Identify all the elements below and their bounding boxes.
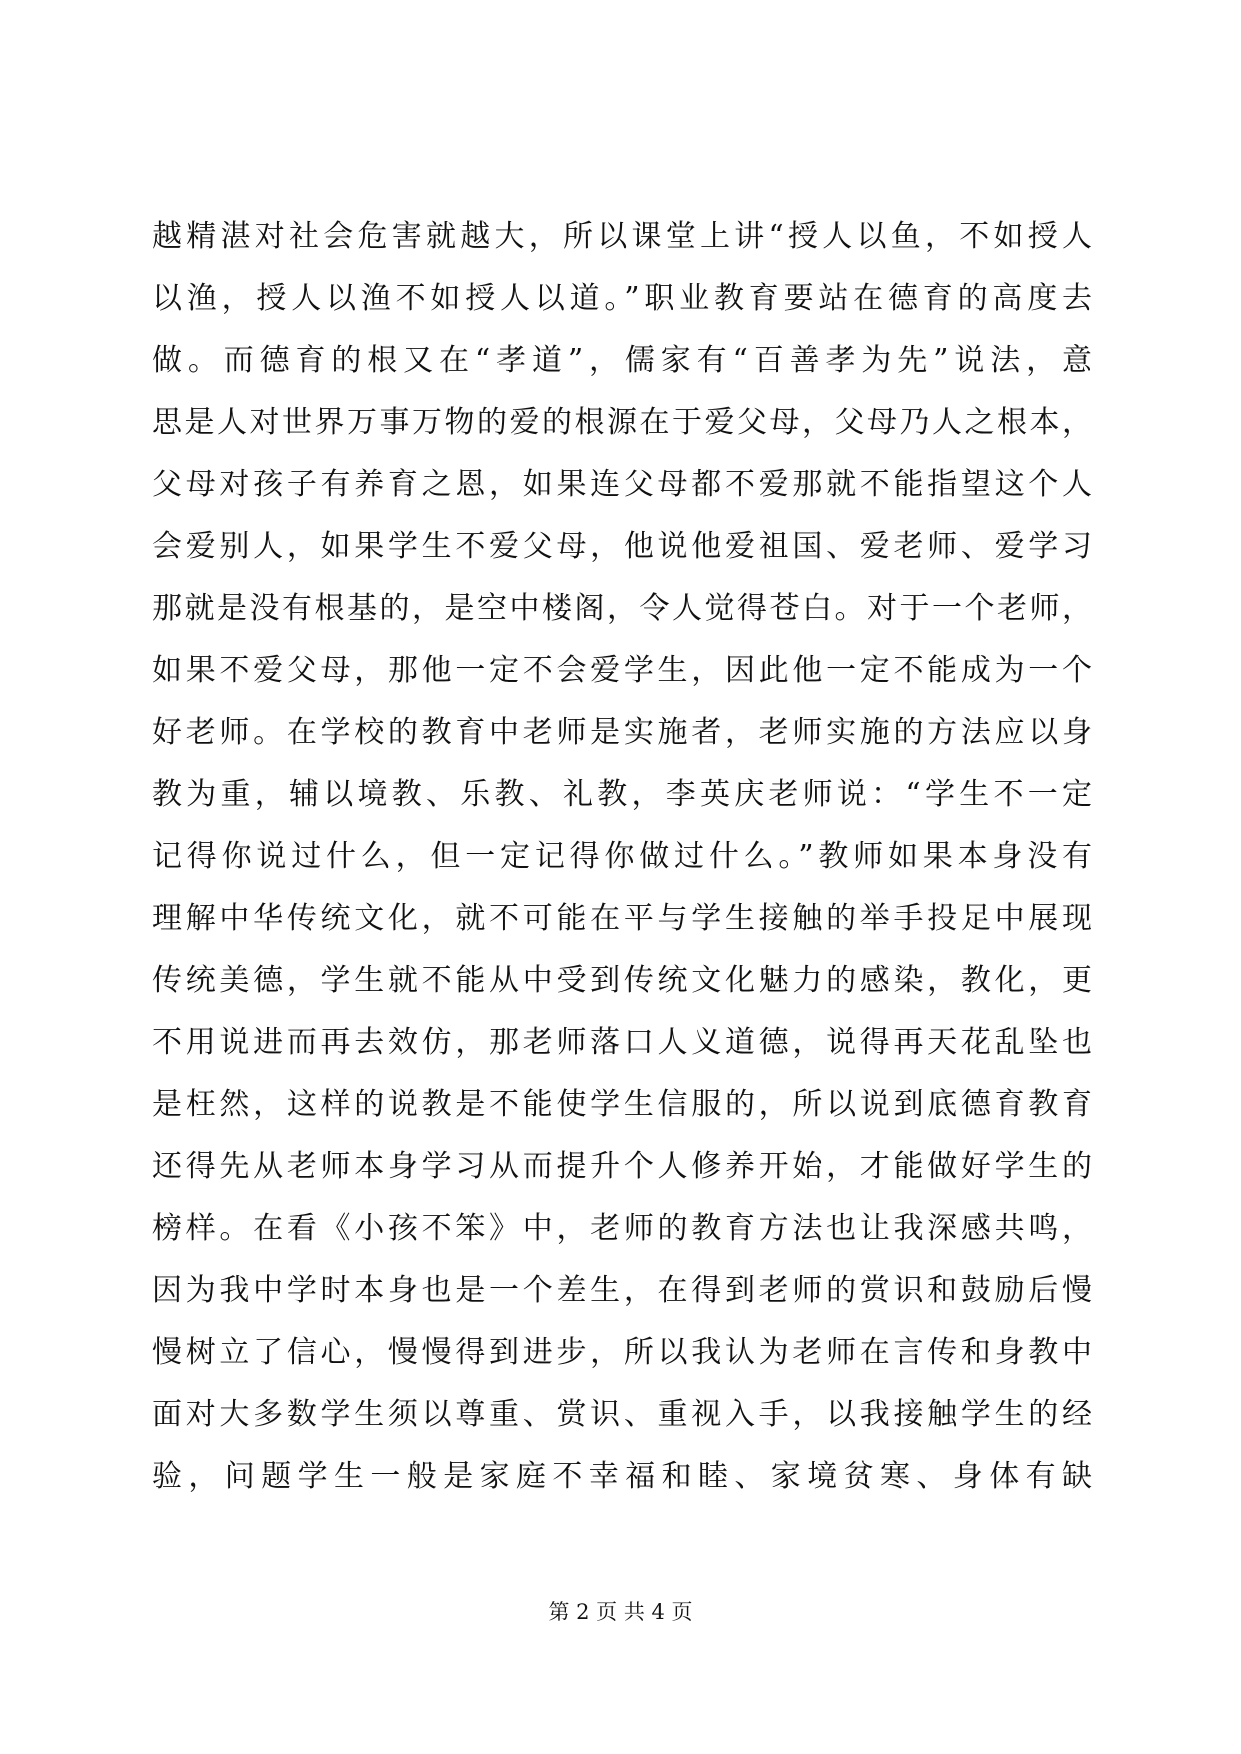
text-line: 理解中华传统文化，就不可能在平与学生接触的举手投足中展现 xyxy=(152,901,1092,936)
text-line: 是枉然，这样的说教是不能使学生信服的，所以说到底德育教育 xyxy=(152,1087,1092,1122)
text-line: 做。而德育的根又在“孝道”，儒家有“百善孝为先”说法，意 xyxy=(152,343,1092,378)
text-line: 教为重，辅以境教、乐教、礼教，李英庆老师说：“学生不一定 xyxy=(152,777,1092,812)
text-line: 面对大多数学生须以尊重、赏识、重视入手，以我接触学生的经 xyxy=(152,1397,1092,1432)
text-line: 传统美德，学生就不能从中受到传统文化魅力的感染，教化，更 xyxy=(152,963,1092,998)
text-line: 记得你说过什么，但一定记得你做过什么。”教师如果本身没有 xyxy=(152,839,1092,874)
text-line: 还得先从老师本身学习从而提升个人修养开始，才能做好学生的 xyxy=(152,1149,1092,1184)
text-line: 思是人对世界万事万物的爱的根源在于爱父母，父母乃人之根本， xyxy=(152,405,1092,440)
page-number-footer: 第 2 页 共 4 页 xyxy=(548,1600,693,1624)
body-text xyxy=(152,206,1092,1508)
text-line: 会爱别人，如果学生不爱父母，他说他爱祖国、爱老师、爱学习 xyxy=(152,529,1092,564)
text-line: 越精湛对社会危害就越大，所以课堂上讲“授人以鱼，不如授人 xyxy=(152,219,1092,254)
text-line: 慢树立了信心，慢慢得到进步，所以我认为老师在言传和身教中 xyxy=(152,1335,1092,1370)
text-line: 因为我中学时本身也是一个差生，在得到老师的赏识和鼓励后慢 xyxy=(152,1273,1092,1308)
text-line: 如果不爱父母，那他一定不会爱学生，因此他一定不能成为一个 xyxy=(152,653,1092,688)
text-line: 以渔，授人以渔不如授人以道。”职业教育要站在德育的高度去 xyxy=(152,281,1092,316)
text-line: 父母对孩子有养育之恩，如果连父母都不爱那就不能指望这个人 xyxy=(152,467,1092,502)
text-line: 榜样。在看《小孩不笨》中，老师的教育方法也让我深感共鸣， xyxy=(152,1211,1092,1246)
text-line: 那就是没有根基的，是空中楼阁，令人觉得苍白。对于一个老师， xyxy=(152,591,1092,626)
text-line: 不用说进而再去效仿，那老师落口人义道德，说得再天花乱坠也 xyxy=(152,1025,1092,1060)
text-line: 好老师。在学校的教育中老师是实施者，老师实施的方法应以身 xyxy=(152,715,1092,750)
text-line: 验，问题学生一般是家庭不幸福和睦、家境贫寒、身体有缺 xyxy=(152,1459,1092,1494)
